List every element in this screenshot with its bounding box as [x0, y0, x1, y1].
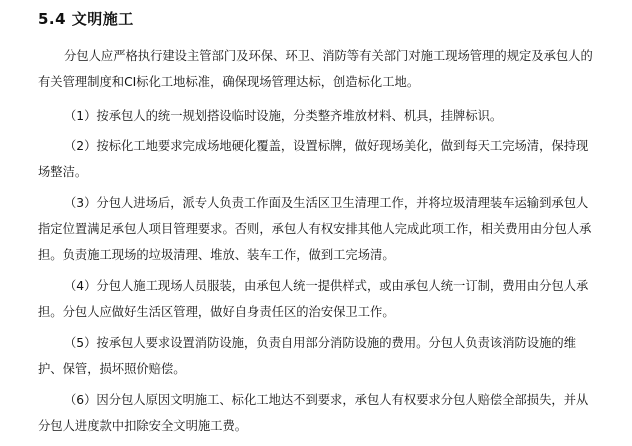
paragraph-item-4: （4）分包人施工现场人员服装，由承包人统一提供样式，或由承包人统一订制，费用由分包人承担。分包人应做好生活区管理，做好自身责任区的治安保卫工作。	[38, 279, 589, 319]
paragraph-item-2: （2）按标化工地要求完成场地硬化覆盖，设置标牌，做好现场美化，做到每天工完场清，保持现场整洁。	[38, 139, 589, 179]
paragraph-item-6: （6）因分包人原因文明施工、标化工地达不到要求，承包人有权要求分包人赔偿全部损失，并从分包人进度款中扣除安全文明施工费。	[38, 393, 589, 433]
paragraph-item-5: （5）按承包人要求设置消防设施，负责自用部分消防设施的费用。分包人负责该消防设施的维护、保管，损坏照价赔偿。	[38, 336, 576, 376]
paragraph-intro: 分包人应严格执行建设主管部门及环保、环卫、消防等有关部门对施工现场管理的规定及承包人的有关管理制度和CI标化工地标准，确保现场管理达标，创造标化工地。	[38, 49, 593, 89]
paragraph-item-1: （1）按承包人的统一规划搭设临时设施，分类整齐堆放材料、机具，挂牌标识。	[64, 109, 503, 123]
section-heading: 5.4 文明施工	[38, 10, 134, 28]
paragraph-item-3: （3）分包人进场后，派专人负责工作面及生活区卫生清理工作，并将垃圾清理装车运输到承包人指定位置满足承包人项目管理要求。否则，承包人有权安排其他人完成此项工作，相关费用由分包人承担。负责施工现场的垃圾清理、堆放、装车工作，做到工完场清。	[38, 196, 592, 262]
